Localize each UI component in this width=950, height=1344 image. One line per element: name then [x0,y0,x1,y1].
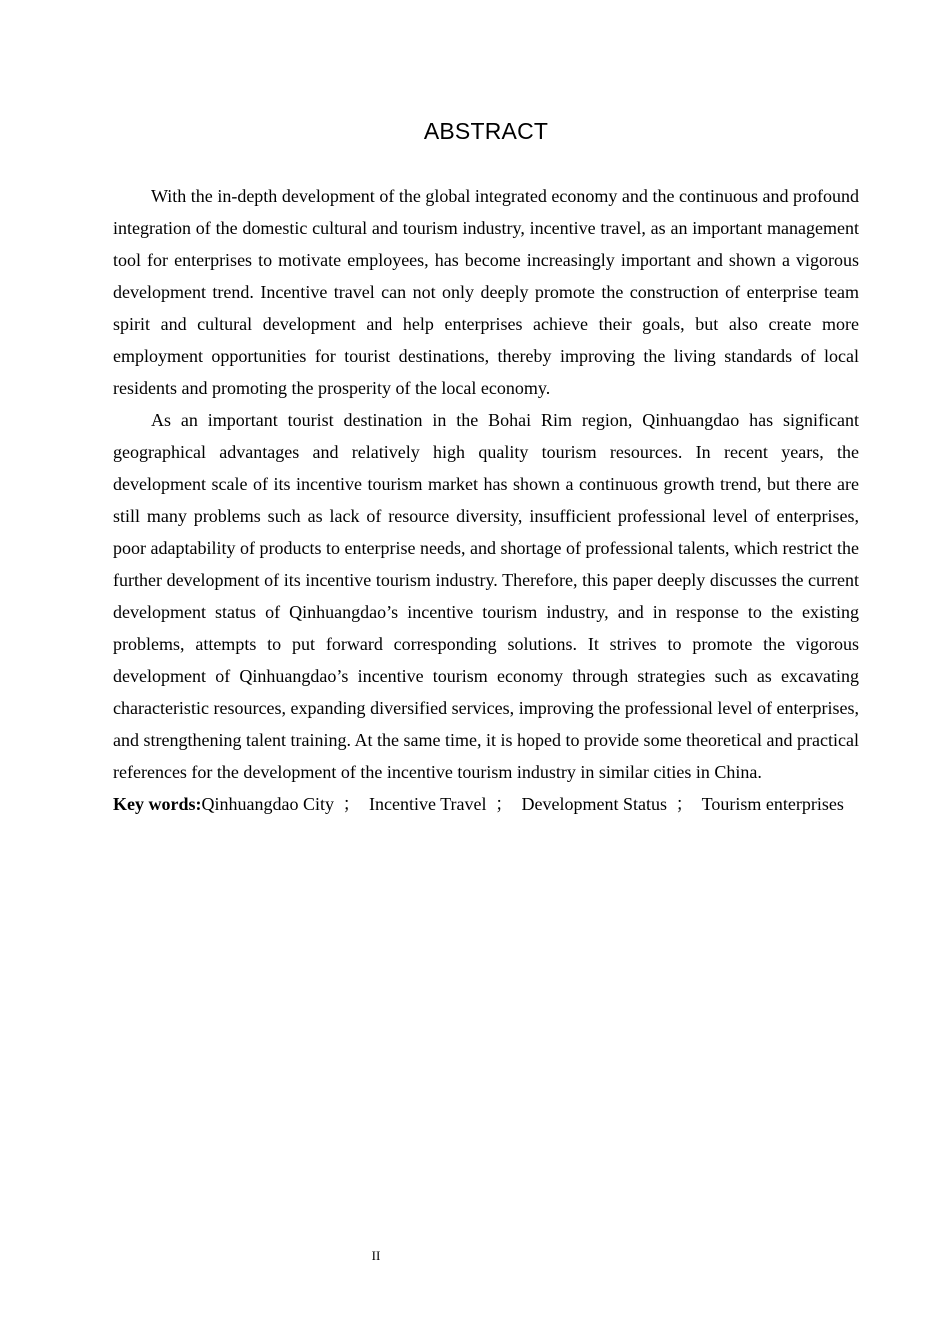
keywords-line [113,788,859,820]
keyword-item: Development Status [521,794,667,814]
keyword-item: Incentive Travel [369,794,487,814]
abstract-paragraph-2: As an important tourist destination in the Bohai Rim region, Qinhuangdao has significant geographical advantages and relatively high quality tourism resources. In recent years, the development scale of its incentive tourism market has shown a continuous growth trend, but there are still many problems such as lack of resource diversity, insufficient professional level of enterprises, poor adaptability of products to enterprise needs, and shortage of professional talents, which restrict the further development of its incentive tourism industry. Therefore, this paper deeply discusses the current development status of Qinhuangdao’s incentive tourism industry, and in response to the existing problems, attempts to put forward corresponding solutions. It strives to promote the vigorous development of Qinhuangdao’s incentive tourism economy through strategies such as excavating characteristic resources, expanding diversified services, improving the professional level of enterprises, and strengthening talent training. At the same time, it is hoped to provide some theoretical and practical references for the development of the incentive tourism industry in similar cities in China. [113,410,859,782]
keywords-label: Key words: [113,794,202,814]
keyword-separator: ； [342,794,361,814]
keyword-item: Qinhuangdao City [201,794,334,814]
abstract-body [113,180,859,820]
abstract-title: ABSTRACT [423,118,549,144]
keyword-separator: ； [494,794,513,814]
page-number: II [371,1248,381,1263]
keyword-item: Tourism enterprises [701,794,844,814]
keyword-separator: ； [675,794,694,814]
abstract-paragraph-1: With the in-depth development of the global integrated economy and the continuous and profound integration of the domestic cultural and tourism industry, incentive travel, as an important management tool for enterprises to motivate employees, has become increasingly important and shown a vigorous development trend. Incentive travel can not only deeply promote the construction of enterprise team spirit and cultural development and help enterprises achieve their goals, but also create more employment opportunities for tourist destinations, thereby improving the living standards of local residents and promoting the prosperity of the local economy. [113,186,859,398]
